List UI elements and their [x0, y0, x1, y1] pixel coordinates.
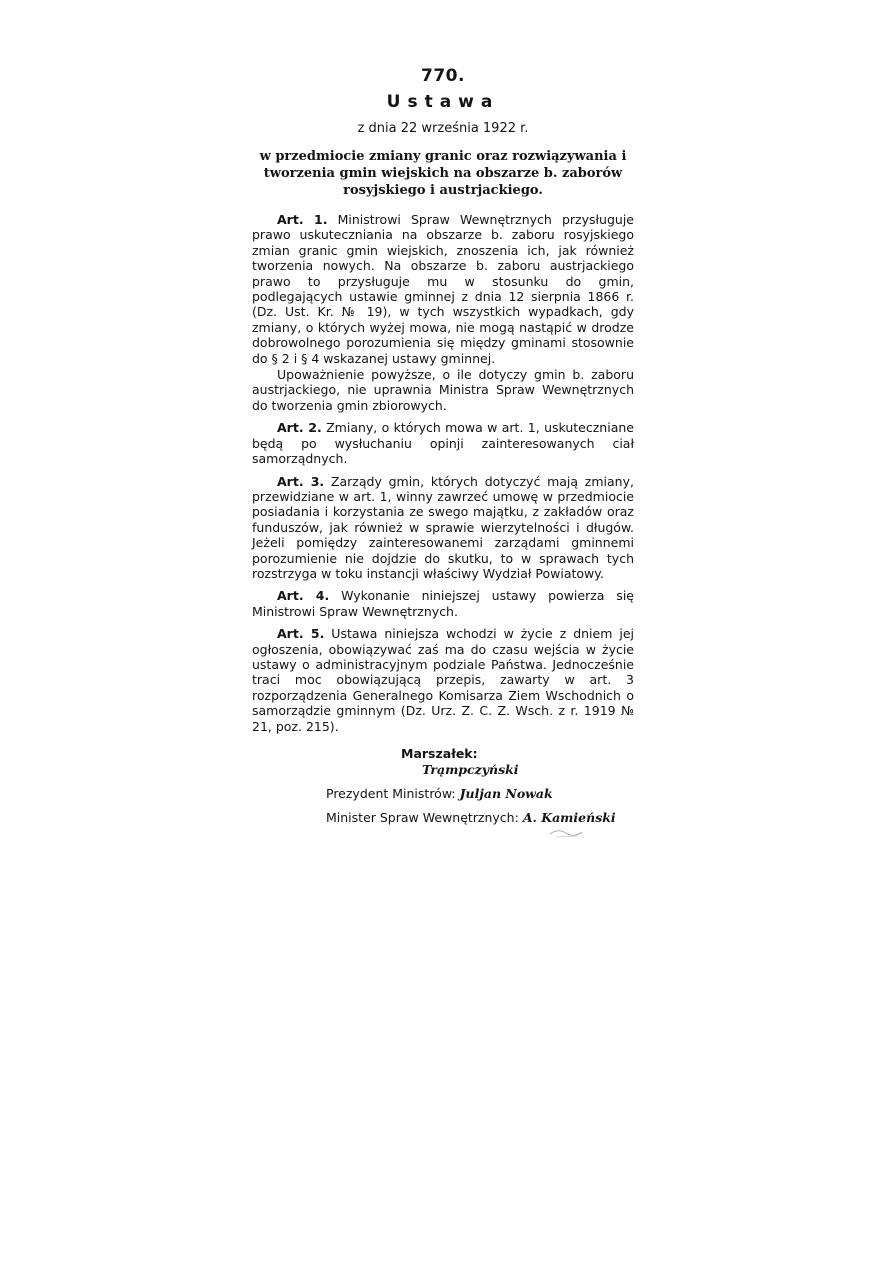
interior-minister-name: A. Kamieński	[522, 810, 616, 825]
article-1-label: Art. 1.	[277, 212, 328, 227]
article-1-paragraph-2	[252, 367, 634, 413]
article-1	[252, 212, 634, 413]
article-1-paragraph-1	[252, 212, 634, 366]
article-3-paragraph-1	[252, 474, 634, 582]
article-4	[252, 588, 634, 619]
marshal-name: Trąmpczyński	[422, 762, 519, 777]
marshal-title: Marszałek:	[401, 746, 478, 761]
article-5-label: Art. 5.	[277, 626, 325, 642]
article-2-text-1: Zmiany, o których mowa w art. 1, uskuteczniane będą po wysłuchaniu opinji zainteresowanych ciał samorządnych.	[252, 420, 634, 467]
article-4-paragraph-1	[252, 588, 634, 619]
article-5	[252, 626, 634, 734]
interior-minister-title: Minister Spraw Wewnętrznych:	[326, 810, 519, 825]
article-4-label: Art. 4.	[277, 588, 330, 604]
page-number: 770.	[421, 66, 465, 86]
article-4-text-1: Wykonanie niniejszej ustawy powierza się Ministrowi Spraw Wewnętrznych.	[252, 588, 634, 619]
article-3-text-1: Zarządy gmin, których dotyczyć mają zmiany, przewidziane w art. 1, winny zawrzeć umowę w przedmiocie posiadania i korzystania ze swego majątku, z zakładów oraz funduszów, jak również w sprawie wierzytelności i długów. Jeżeli pomiędzy zainteresowanemi zarządami gminnemi porozumienie nie dojdzie do skutku, to w sprawach tych rozstrzyga w toku instancji właściwy Wydział Powiatowy.	[252, 473, 634, 581]
document-subject: w przedmiocie zmiany granic oraz rozwiązywania i tworzenia gmin wiejskich na obszarze b. zaborów rosyjskiego i austrjackiego.	[259, 149, 627, 198]
document-type-heading: Ustawa	[386, 92, 500, 112]
article-3-label: Art. 3.	[277, 473, 325, 489]
article-5-text-1: Ustawa niniejsza wchodzi w życie z dniem jej ogłoszenia, obowiązywać zaś ma do czasu wejścia w życie ustawy o administracyjnym podziale Państwa. Jednocześnie traci moc obowiązującą przepis, zawarty w art. 3 rozporządzenia Generalnego Komisarza Ziem Wschodnich o samorządzie gminnym (Dz. Urz. Z. C. Z. Wsch. z r. 1919 № 21, poz. 215).	[252, 626, 634, 734]
ink-scribble-mark	[548, 826, 588, 842]
prime-minister-signature-line	[326, 786, 634, 801]
document-page	[252, 66, 634, 825]
article-2-paragraph-1	[252, 420, 634, 466]
signatures-block	[252, 746, 634, 825]
article-1-text-2: Upoważnienie powyższe, o ile dotyczy gmin b. zaboru austrjackiego, nie uprawnia Ministra Spraw Wewnętrznych do tworzenia gmin zbiorowych.	[252, 367, 634, 413]
article-3	[252, 474, 634, 582]
article-2	[252, 420, 634, 466]
document-date: z dnia 22 września 1922 r.	[357, 121, 529, 136]
article-5-paragraph-1	[252, 626, 634, 734]
prime-minister-title: Prezydent Ministrów:	[326, 786, 456, 801]
prime-minister-name: Juljan Nowak	[459, 786, 553, 801]
interior-minister-signature-line	[326, 810, 634, 825]
article-2-label: Art. 2.	[277, 420, 322, 436]
article-1-text-1: Ministrowi Spraw Wewnętrznych przysługuje prawo uskuteczniania na obszarze b. zaboru rosyjskiego zmian granic gmin wiejskich, znoszenia ich, jak również tworzenia nowych. Na obszarze b. zaboru austrjackiego prawo to przysługuje mu w stosunku do gmin, podlegających ustawie gminnej z dnia 12 sierpnia 1866 r. (Dz. Ust. Kr. № 19), w tych wszystkich wypadkach, gdy zmiany, o których wyżej mowa, nie mogą nastąpić w drodze dobrowolnego porozumienia się między gminami stosownie do § 2 i § 4 wskazanej ustawy gminnej.	[252, 212, 634, 366]
